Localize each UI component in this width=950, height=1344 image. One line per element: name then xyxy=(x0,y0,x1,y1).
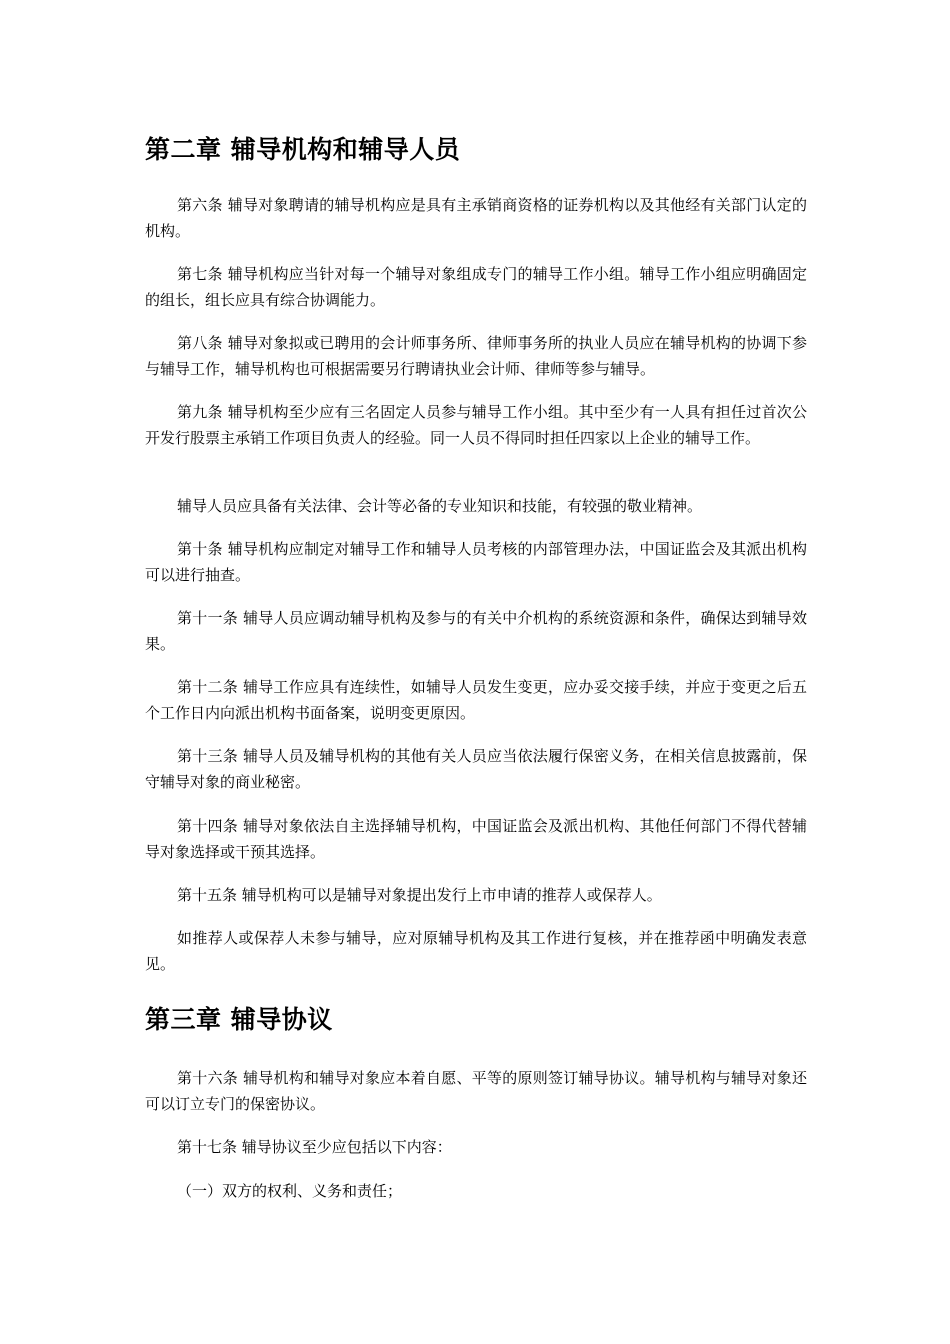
article-12: 第十二条 辅导工作应具有连续性，如辅导人员发生变更，应办妥交接手续，并应于变更之后五个工作日内向派出机构书面备案，说明变更原因。 xyxy=(145,678,807,722)
article-7: 第七条 辅导机构应当针对每一个辅导对象组成专门的辅导工作小组。辅导工作小组应明确固定的组长，组长应具有综合协调能力。 xyxy=(145,265,807,309)
article-15-supplement: 如推荐人或保荐人未参与辅导，应对原辅导机构及其工作进行复核，并在推荐函中明确发表意见。 xyxy=(145,929,807,973)
article-15: 第十五条 辅导机构可以是辅导对象提出发行上市申请的推荐人或保荐人。 xyxy=(177,886,662,904)
chapter-2-heading: 第二章 辅导机构和辅导人员 xyxy=(145,135,461,164)
list-item-1: （一）双方的权利、义务和责任； xyxy=(177,1182,403,1200)
article-9-supplement: 辅导人员应具备有关法律、会计等必备的专业知识和技能，有较强的敬业精神。 xyxy=(177,497,703,515)
article-16: 第十六条 辅导机构和辅导对象应本着自愿、平等的原则签订辅导协议。辅导机构与辅导对象还可以订立专门的保密协议。 xyxy=(145,1069,807,1113)
article-6: 第六条 辅导对象聘请的辅导机构应是具有主承销商资格的证券机构以及其他经有关部门认定的机构。 xyxy=(145,196,807,240)
article-11: 第十一条 辅导人员应调动辅导机构及参与的有关中介机构的系统资源和条件，确保达到辅导效果。 xyxy=(145,609,807,653)
article-14: 第十四条 辅导对象依法自主选择辅导机构，中国证监会及派出机构、其他任何部门不得代替辅导对象选择或干预其选择。 xyxy=(145,817,807,861)
chapter-3-heading: 第三章 辅导协议 xyxy=(145,1005,333,1034)
article-10: 第十条 辅导机构应制定对辅导工作和辅导人员考核的内部管理办法，中国证监会及其派出机构可以进行抽查。 xyxy=(145,540,807,584)
article-13: 第十三条 辅导人员及辅导机构的其他有关人员应当依法履行保密义务，在相关信息披露前，保守辅导对象的商业秘密。 xyxy=(145,747,807,791)
article-17: 第十七条 辅导协议至少应包括以下内容： xyxy=(177,1138,452,1156)
article-8: 第八条 辅导对象拟或已聘用的会计师事务所、律师事务所的执业人员应在辅导机构的协调下参与辅导工作，辅导机构也可根据需要另行聘请执业会计师、律师等参与辅导。 xyxy=(145,334,807,378)
article-9: 第九条 辅导机构至少应有三名固定人员参与辅导工作小组。其中至少有一人具有担任过首次公开发行股票主承销工作项目负责人的经验。同一人员不得同时担任四家以上企业的辅导工作。 xyxy=(145,403,807,447)
